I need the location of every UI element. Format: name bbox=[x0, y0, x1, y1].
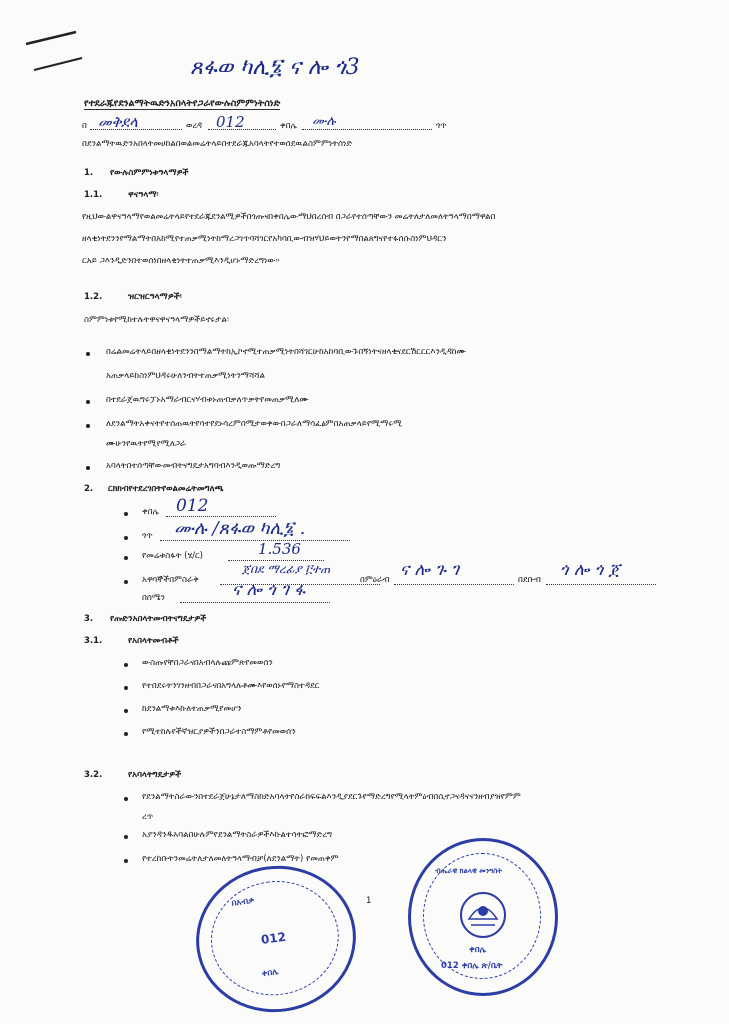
region-value: መቅደላ bbox=[98, 113, 138, 131]
list-item: ለደንልማትአቀናትየተሰጠዉትየሳተየደኑሳረምበሚታወቀውበጋራለማሳፈፅምበአጠቃላይየሚማሩሚ bbox=[106, 419, 403, 429]
border-south-value: ጎ ሎ ጎ ጀ bbox=[560, 560, 621, 580]
paragraph-line: ርአይ ጋእንዲድንበተወሰነበዘላቂነትተጠቃሚእንዲሆኑማድረግነው። bbox=[82, 256, 280, 266]
intro-suffix: ጎጥ bbox=[436, 121, 447, 131]
border-north-label: በሰሜን bbox=[142, 593, 165, 603]
stamp-text: በአብቃ bbox=[230, 895, 255, 909]
gote-value: ሙሉ /ጸፋወ ካሊ፮ . bbox=[174, 518, 306, 539]
list-item: በሬልመሬትላይበዘላቂነትደንንበማልማትከኢኮኖሚተጠቃሚነትበሻገርሁከአከባቢውጉበኝነትናዘላቂናደርሽርርርእንዲዳከሙ bbox=[106, 347, 466, 357]
border-north-value: ና ሎ ጎ ገ ፋ bbox=[232, 580, 306, 600]
stamp-text: 012 ቀበሌ ጽ/ቤት bbox=[441, 961, 503, 971]
intro-line bbox=[82, 113, 502, 132]
list-bullet bbox=[124, 732, 128, 736]
border-east-value: ጀበደ ማረፊያ ፫ተጠ bbox=[242, 562, 331, 576]
list-item: የተረከቡትንመሬትለታለመለትዓላማብቻ(ለደንልማት) የመጠቀም bbox=[142, 854, 339, 864]
list-item: የተበደሩትንገንዘብበጋራናበአግላሉቶሙእየወሰኑየማስተዳደር bbox=[142, 681, 320, 691]
list-bullet bbox=[124, 835, 128, 839]
official-stamp-right bbox=[408, 838, 558, 996]
intro-text: በደንልማትዉድንአበላትመሀከልበወልመሬትላይበተደራጁአባላትየተወሰደዉልስምምነትሰነድ bbox=[82, 139, 353, 149]
section-1-title: የውሉስምምነቱዓላማዎች bbox=[110, 168, 189, 178]
gote-label: ጎጥ bbox=[142, 531, 153, 541]
section-3-1-title: የአበላትመብቶች bbox=[128, 636, 179, 646]
border-south-label: በደቡብ bbox=[518, 575, 541, 585]
list-item: ውስጡየቸበጋራናበአብላሉጩምጽየመወሰን bbox=[142, 658, 273, 668]
intro-prefix: በ bbox=[82, 121, 87, 131]
list-item: አያንዳንዱአባልበሁሉምየደንልማትስራዎችእኩልተሳትፎማድረግ bbox=[142, 830, 333, 840]
handwritten-header: ጸፋወ ካሊ፮ ና ሎ ጎ3 bbox=[190, 55, 360, 80]
list-item: ከደንልማቱእኩለተጠቃሚየመሆን bbox=[142, 704, 242, 714]
section-3-2-number: 3.2. bbox=[84, 770, 103, 780]
corner-pen-mark bbox=[18, 18, 88, 78]
list-bullet bbox=[86, 424, 90, 428]
official-stamp-left bbox=[187, 856, 366, 1023]
list-item: ረጥ bbox=[142, 812, 154, 822]
list-bullet bbox=[124, 536, 128, 540]
border-east-label: አዋሳኞችበምስራቅ bbox=[142, 575, 199, 585]
list-bullet bbox=[86, 400, 90, 404]
section-3-title: የጡድንአበላትመብትናግዴታዎች bbox=[110, 614, 207, 624]
section-3-1-number: 3.1. bbox=[84, 636, 103, 646]
section-2-title: ርክክብየተደረገበትየወልመሬትመግለጫ bbox=[108, 484, 224, 494]
kebele-value: 012 bbox=[176, 496, 209, 516]
section-1-1-paragraph bbox=[82, 206, 682, 272]
section-1-2-title: ዝርዝርዓላማዎች፡ bbox=[128, 292, 182, 302]
list-bullet bbox=[86, 466, 90, 470]
section-1-2-number: 1.2. bbox=[84, 292, 103, 302]
area-value: 1.536 bbox=[258, 540, 301, 558]
section-3-2-title: የአባላትግዴታዎች bbox=[128, 770, 182, 780]
section-2-number: 2. bbox=[84, 484, 94, 494]
list-item: ሙሁንየዉትየሚየሚለጋራ bbox=[106, 439, 187, 449]
section-1-number: 1. bbox=[84, 168, 94, 178]
section-1-1-number: 1.1. bbox=[84, 190, 103, 200]
list-bullet bbox=[124, 709, 128, 713]
stamp-text: ቀበሌ bbox=[261, 967, 280, 980]
area-label: የመሬቱስፋት (ሄ/ር) bbox=[142, 551, 203, 561]
stamp-text: ቀበሌ bbox=[469, 945, 486, 955]
page-number: 1 bbox=[366, 896, 372, 906]
kebele-label: ቀበሌ bbox=[142, 507, 159, 517]
list-bullet bbox=[124, 512, 128, 516]
list-bullet bbox=[124, 580, 128, 584]
list-item: አባላትበተሰጣቸውመብትናግዴታአግባብእንዲወጡማድረግ bbox=[106, 461, 281, 471]
paragraph-line: ዘላቂነትደንንየማልማትበአከሚየተጠቃሚነትከማረጋገጥባሻገርየአካባቢውብዝሃህይወትንየማበልጸግናየተፋሰሱስነምህዳርን bbox=[82, 234, 447, 244]
list-bullet bbox=[124, 686, 128, 690]
border-west-label: በምዕራብ bbox=[360, 575, 390, 585]
list-bullet bbox=[124, 556, 128, 560]
kebele-value: ሙሉ bbox=[312, 114, 336, 129]
list-bullet bbox=[124, 859, 128, 863]
kebele-label: ቀበሌ bbox=[280, 121, 297, 131]
border-west-value: ና ሎ ጉ ገ bbox=[400, 560, 460, 580]
paragraph-line: የዚህውልዋናዓላማየወልመሬትላይየተደራጁደንልሚዎችበጎጡናበቀበሌውማህበረሰብ በጋራየተሰጣቸውን መሬትለታለመለትዓላማበማዋልበ bbox=[82, 212, 496, 222]
document-title: የተደራጁየደንልማትዉድንአበላትየጋራየውሉስምምነትሰነድ bbox=[84, 98, 281, 109]
list-item: የደንልማትስራውንበተደራጀሁኔታለማስከድአባላትየስራክፍፍልእንዲያደርጉየማድረግየሚላትምዕብበሲኖጋናዳናናንዘብያዝየምም bbox=[142, 792, 521, 802]
list-item: በተደራጀዉግሩፓኑአማራብርናሃብቱኑጠብቃለጥቃትየመጠቃሚለሙ bbox=[106, 395, 309, 405]
list-bullet bbox=[124, 663, 128, 667]
list-item: የሚተከሉየችኛዝርያዎችንበጋራተስማምቶየመወሰን bbox=[142, 727, 296, 737]
woreda-value: 012 bbox=[216, 113, 245, 131]
stamp-text: ብሔራዊ ክልላዊ መንግስት bbox=[435, 867, 503, 875]
list-item: አጠቃላይከስነምህዳሩሁለንብትተጠቃሚነትንማሻሻል bbox=[106, 371, 265, 381]
list-bullet bbox=[86, 352, 90, 356]
list-bullet bbox=[124, 797, 128, 801]
emblem-icon bbox=[455, 889, 511, 941]
woreda-label: ወረዳ bbox=[186, 121, 203, 131]
section-3-number: 3. bbox=[84, 614, 94, 624]
section-1-1-title: ዋናዓላማ፡ bbox=[128, 190, 159, 200]
stamp-text: 012 bbox=[260, 929, 287, 948]
section-1-2-intro: ስምምነቱየሚከተሉትዋናዋናዓላማዎችይኖሩታል፡ bbox=[84, 315, 229, 325]
